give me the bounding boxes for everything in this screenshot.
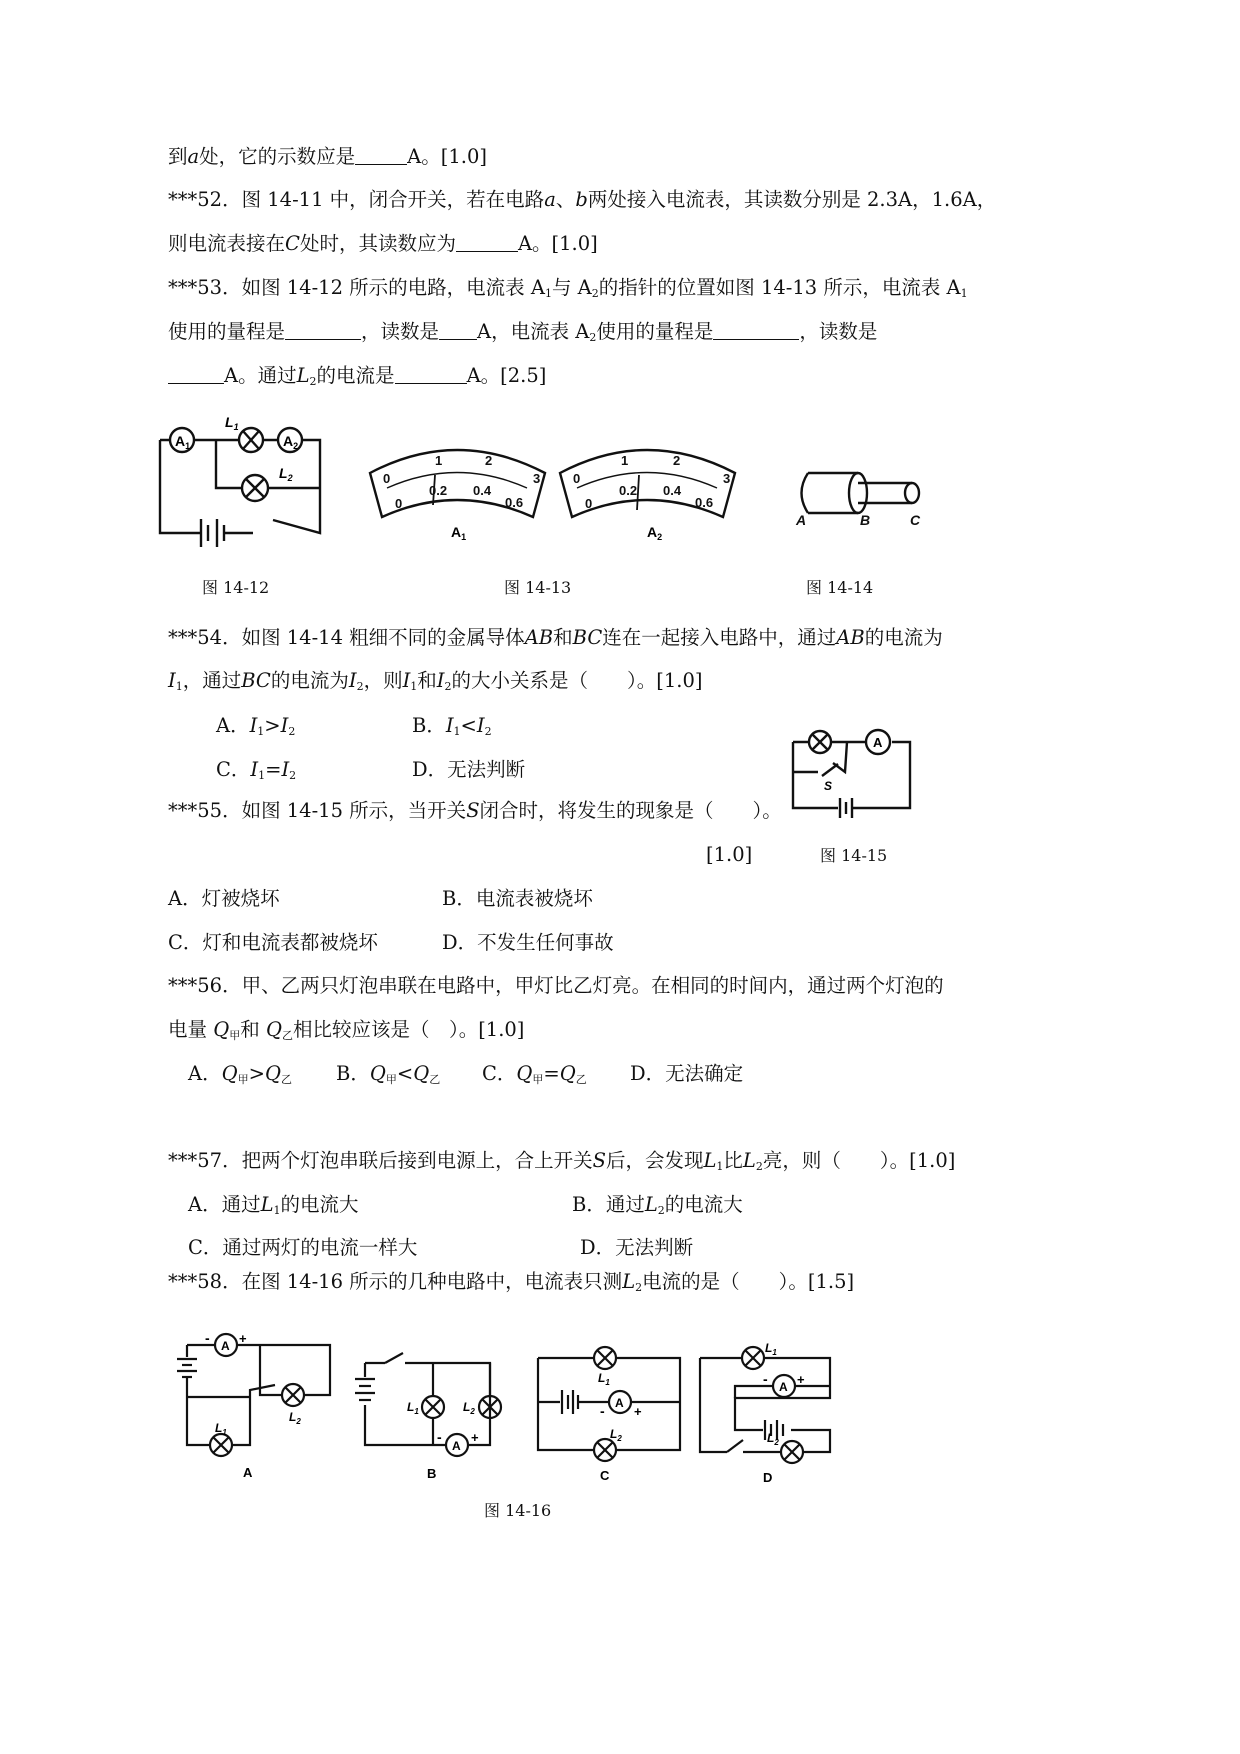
q51-tail: 到a处，它的示数应是 A。[1.0] xyxy=(168,145,487,168)
meter1-top-tick: 3 xyxy=(533,471,541,486)
q54-option-c[interactable]: C．$I_1=I_2$ xyxy=(216,758,297,782)
lamp-l1-label: $L_1$ xyxy=(598,1371,610,1387)
lamp-l1-label: $L_1$ xyxy=(215,1421,227,1437)
lamp-l1-label: $L_1$ xyxy=(765,1341,777,1357)
circuit-b-label: B xyxy=(427,1466,437,1481)
q55-score: [1.0] xyxy=(706,843,753,866)
answer-blank[interactable] xyxy=(395,367,467,384)
q52-line2: 则电流表接在C处时，其读数应为 A。[1.0] xyxy=(168,232,598,255)
ammeter-a1-label: $A_1$ xyxy=(175,433,191,451)
ammeter-minus: - xyxy=(205,1330,210,1346)
meter1-bottom-tick: 0.6 xyxy=(505,495,524,510)
q52-line1: ***52．图 14-11 中，闭合开关，若在电路a、b两处接入电流表，其读数分别是 2.3A，1.6A， xyxy=(168,188,997,211)
meter1-top-tick: 2 xyxy=(485,453,493,468)
switch-s-label: S xyxy=(824,779,833,793)
q53-line1: ***53．如图 14-12 所示的电路，电流表 $A_1$与 $A_2$的指针的位置如图 14-13 所示，电流表 $A_1$ xyxy=(168,276,968,300)
answer-blank[interactable] xyxy=(456,235,518,252)
meter1-top-tick: 1 xyxy=(435,453,443,468)
q54-line1: ***54．如图 14-14 粗细不同的金属导体AB和BC连在一起接入电路中，通过AB的电流为 xyxy=(168,626,943,649)
meter2-top-tick: 3 xyxy=(723,471,731,486)
q54-option-a[interactable]: A．$I_1>I_2$ xyxy=(216,714,296,738)
meter-a1-label: $A_1$ xyxy=(451,524,467,542)
meter1-bottom-tick: 0 xyxy=(395,496,403,511)
meter2-bottom-tick: 0.2 xyxy=(619,483,638,498)
circuit-a-label: A xyxy=(243,1465,253,1480)
ammeter-a2-label: $A_2$ xyxy=(283,433,299,451)
caption-fig-14-12: 图 14-12 xyxy=(202,578,270,597)
q53-line3: A。通过$L_2$的电流是 A。[2.5] xyxy=(168,366,546,387)
answer-blank[interactable] xyxy=(285,323,361,340)
meter2-top-tick: 1 xyxy=(621,453,629,468)
figure-14-16-circuit-d xyxy=(695,1340,855,1490)
ammeter-label: A xyxy=(779,1380,788,1394)
figure-14-12-circuit xyxy=(155,415,330,540)
q55-line1: ***55．如图 14-15 所示，当开关S闭合时，将发生的现象是（ ）。 xyxy=(168,799,782,822)
q55-option-c[interactable]: C．灯和电流表都被烧坏 xyxy=(168,931,378,954)
meter2-top-tick: 2 xyxy=(673,453,681,468)
meter1-top-tick: 0 xyxy=(383,471,391,486)
end-c-label: C xyxy=(910,512,921,528)
lamp-l2-label: $L_2$ xyxy=(289,1410,301,1426)
ammeter-plus: + xyxy=(797,1372,805,1387)
meter2-bottom-tick: 0.6 xyxy=(695,495,714,510)
figure-14-15-circuit xyxy=(790,730,915,820)
figure-14-13-meters xyxy=(365,445,745,545)
q55-option-d[interactable]: D．不发生任何事故 xyxy=(442,931,614,954)
q56-line1: ***56．甲、乙两只灯泡串联在电路中，甲灯比乙灯亮。在相同的时间内，通过两个灯泡的 xyxy=(168,974,944,997)
ammeter-minus: - xyxy=(600,1403,605,1419)
lamp-l2-label: $L_2$ xyxy=(610,1427,622,1443)
lamp-l1-label: $L_1$ xyxy=(407,1400,419,1416)
ammeter-minus: - xyxy=(763,1371,768,1387)
answer-blank[interactable] xyxy=(355,148,407,165)
ammeter-label: A xyxy=(221,1339,230,1353)
q57-option-b[interactable]: B．通过$L_2$的电流大 xyxy=(572,1193,743,1217)
q53-line2: 使用的量程是 ，读数是 A，电流表 $A_2$使用的量程是 ，读数是 xyxy=(168,320,878,344)
figure-14-14-conductor xyxy=(790,465,940,535)
q55-option-b[interactable]: B．电流表被烧坏 xyxy=(442,887,593,910)
q57-line1: ***57．把两个灯泡串联后接到电源上，合上开关S后，会发现$L_1$比$L_2$亮，则（ ）。[1.0] xyxy=(168,1149,956,1173)
lamp-l2-label: $L_2$ xyxy=(463,1400,475,1416)
meter1-bottom-tick: 0.4 xyxy=(473,483,492,498)
meter2-bottom-tick: 0.4 xyxy=(663,483,682,498)
joint-b-label: B xyxy=(860,512,871,528)
answer-blank[interactable] xyxy=(439,323,477,340)
lamp-l2-label: $L_2$ xyxy=(279,465,293,483)
q54-option-b[interactable]: B．$I_1<I_2$ xyxy=(412,714,492,738)
lamp-l2-label: $L_2$ xyxy=(767,1431,779,1447)
q57-option-a[interactable]: A．通过$L_1$的电流大 xyxy=(188,1193,359,1217)
q56-option-a[interactable]: A．$Q_甲>Q_乙$ xyxy=(188,1062,292,1086)
caption-fig-14-13: 图 14-13 xyxy=(504,578,572,597)
answer-blank[interactable] xyxy=(168,367,224,384)
caption-fig-14-15: 图 14-15 xyxy=(820,846,888,865)
meter2-bottom-tick: 0 xyxy=(585,496,593,511)
circuit-d-label: D xyxy=(763,1470,773,1485)
q54-line2: $I_1$，通过BC的电流为$I_2$，则$I_1$和$I_2$的大小关系是（ ）。[1.0] xyxy=(168,669,703,693)
circuit-c-label: C xyxy=(600,1468,610,1483)
q58-line1: ***58．在图 14-16 所示的几种电路中，电流表只测$L_2$电流的是（ ）。[1.5] xyxy=(168,1270,855,1294)
q56-line2: 电量 $Q_甲$和 $Q_乙$相比较应该是（ ）。[1.0] xyxy=(168,1018,525,1042)
answer-blank[interactable] xyxy=(713,323,799,340)
q56-option-c[interactable]: C．$Q_甲=Q_乙$ xyxy=(482,1062,587,1086)
meter-a2-label: $A_2$ xyxy=(647,524,663,542)
caption-fig-14-14: 图 14-14 xyxy=(806,578,874,597)
ammeter-label: A xyxy=(873,735,883,750)
ammeter-label: A xyxy=(452,1439,461,1453)
ammeter-plus: + xyxy=(634,1404,642,1419)
ammeter-minus: - xyxy=(437,1429,442,1445)
ammeter-label: A xyxy=(615,1396,624,1410)
ammeter-plus: + xyxy=(239,1331,247,1346)
q57-option-d[interactable]: D．无法判断 xyxy=(580,1236,694,1259)
q54-option-d[interactable]: D．无法判断 xyxy=(412,758,526,781)
meter2-top-tick: 0 xyxy=(573,471,581,486)
meter1-bottom-tick: 0.2 xyxy=(429,483,448,498)
figure-14-16-circuit-b xyxy=(345,1345,505,1485)
caption-fig-14-16: 图 14-16 xyxy=(484,1501,552,1520)
q57-option-c[interactable]: C．通过两灯的电流一样大 xyxy=(188,1236,418,1259)
ammeter-plus: + xyxy=(471,1430,479,1445)
q56-option-b[interactable]: B．$Q_甲<Q_乙$ xyxy=(336,1062,441,1086)
q55-option-a[interactable]: A．灯被烧坏 xyxy=(168,887,280,910)
q56-option-d[interactable]: D．无法确定 xyxy=(630,1062,744,1085)
figure-14-16-circuit-a xyxy=(175,1330,335,1485)
lamp-l1-label: $L_1$ xyxy=(225,414,239,432)
figure-14-16-circuit-c xyxy=(530,1340,690,1490)
end-a-label: A xyxy=(796,512,807,528)
